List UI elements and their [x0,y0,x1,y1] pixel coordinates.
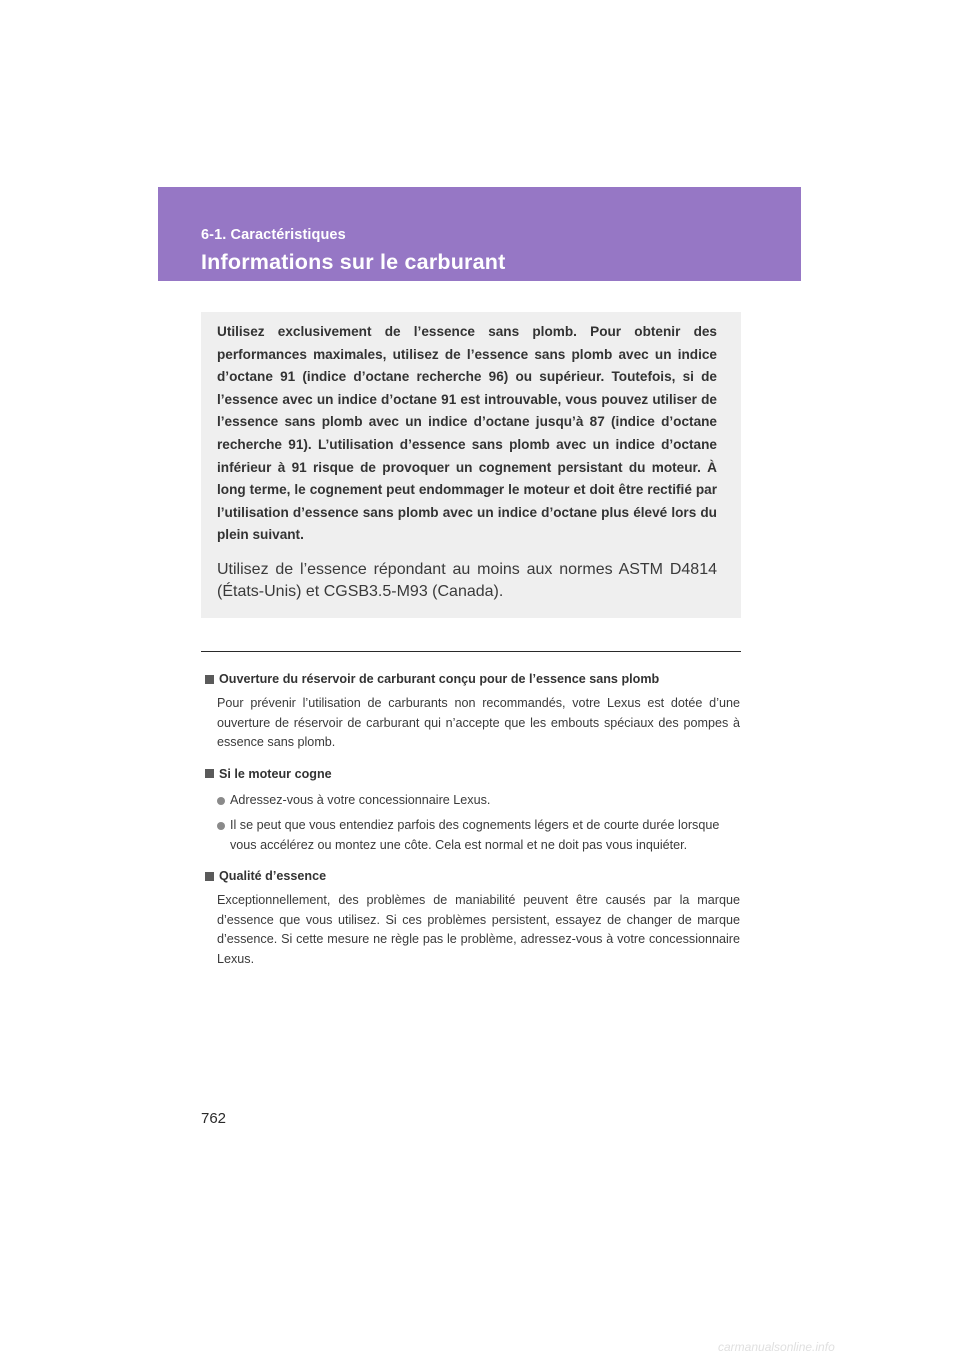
bullet-text: Adressez-vous à votre concessionnaire Lexus. [230,792,491,807]
note-body: Exceptionnellement, des problèmes de maniabilité peuvent être causés par la marque d’essence que vous utilisez. Si ces problèmes persistent, essayez de changer de marque d’essence. Si cette mesure ne règle pas le problème, adressez-vous à votre concessionnaire Lexus. [217,893,740,966]
note-engine-knock [205,765,740,856]
watermark: carmanualsonline.info [718,1340,835,1354]
square-bullet-icon [205,675,214,684]
note-fuel-quality [205,867,740,969]
list-item [217,791,740,811]
section-label: 6-1. Caractéristiques [201,227,346,243]
bullet-text: Il se peut que vous entendiez parfois des cognements légers et de courte durée lorsque vous accélérez ou montez une côte. Cela est normal et ne doit pas vous inquiéter. [230,818,720,852]
section-divider [201,651,741,652]
note-heading: Qualité d’essence [219,869,327,883]
note-fuel-tank-opening [205,670,740,753]
info-box-bold-text: Utilisez exclusivement de l’essence sans plomb. Pour obtenir des performances maximales, utilisez de l’essence sans plomb avec un indice d’octane 91 (indice d’octane recherche 96) ou supérieur. Toutefois, si de l’essence avec un indice d’octane 91 est introuvable, vous pouvez utiliser de l’essence sans plomb avec un indice d’octane jusqu’à 87 (indice d’octane recherche 91). L’utilisation d’essence sans plomb avec un indice d’octane inférieur à 91 risque de provoquer un cognement persistant du moteur. À long terme, le cognement peut endommager le moteur et doit être rectifié par l’utilisation d’essence sans plomb avec un indice d’octane plus élevé lors du plein suivant. [217,324,717,543]
list-item [217,816,740,855]
header-band [158,187,801,281]
square-bullet-icon [205,872,214,881]
page-title: Informations sur le carburant [201,250,506,274]
page-number: 762 [201,1110,227,1127]
fuel-info-box [201,312,741,618]
square-bullet-icon [205,769,214,778]
notes-section [205,670,740,969]
note-heading: Ouverture du réservoir de carburant conçu pour de l’essence sans plomb [219,672,660,686]
info-box-standards-text: Utilisez de l’essence répondant au moins aux normes ASTM D4814 (États-Unis) et CGSB3.5-M93 (Canada). [217,560,717,601]
note-body: Pour prévenir l’utilisation de carburants non recommandés, votre Lexus est dotée d’une ouverture de réservoir de carburant qui n’accepte que les embouts spéciaux des pompes à essence sans plomb. [217,696,740,749]
round-bullet-icon [217,822,225,830]
round-bullet-icon [217,797,225,805]
note-heading: Si le moteur cogne [219,766,332,781]
